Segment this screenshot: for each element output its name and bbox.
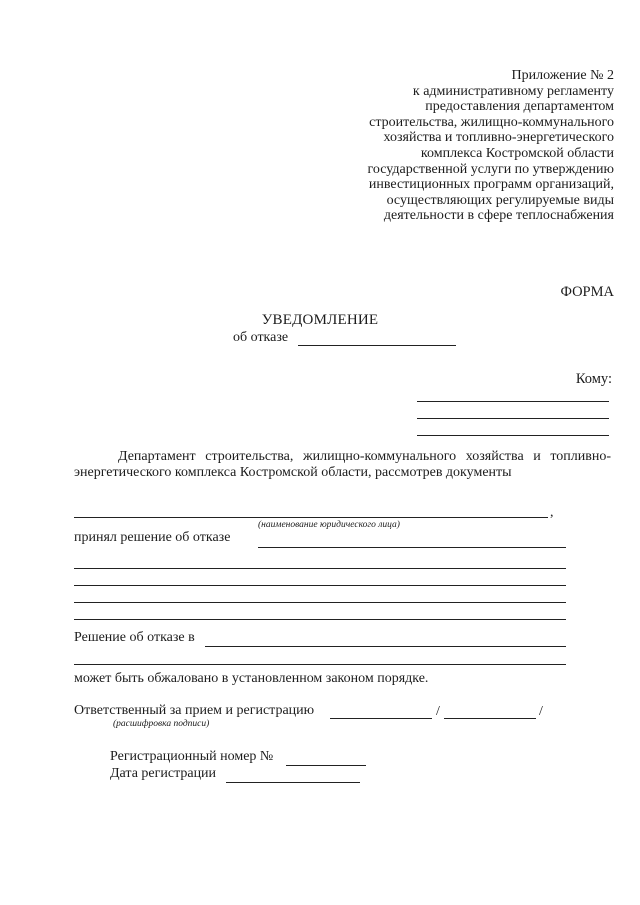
decision-field-line[interactable] xyxy=(74,585,566,586)
entity-name-field[interactable] xyxy=(74,517,548,518)
registration-number-field[interactable] xyxy=(286,765,366,766)
appendix-line: осуществляющих регулируемые виды xyxy=(386,192,614,208)
appendix-line: Приложение № 2 xyxy=(511,68,614,83)
responsible-label: Ответственный за прием и регистрацию xyxy=(74,703,315,718)
decision-label: принял решение об отказе xyxy=(74,530,231,545)
notice-title: УВЕДОМЛЕНИЕ xyxy=(261,312,379,328)
appeal-field[interactable] xyxy=(205,646,566,647)
appendix-line: деятельности в сфере теплоснабжения xyxy=(383,208,614,224)
decision-field-line[interactable] xyxy=(74,602,566,603)
appendix-line: хозяйства и топливно-энергетического xyxy=(383,130,614,146)
recipient-label: Кому: xyxy=(575,371,612,387)
appeal-label: Решение об отказе в xyxy=(74,630,195,645)
appendix-line: к административному регламенту xyxy=(412,83,614,99)
signature-field[interactable] xyxy=(330,718,432,719)
signature-decode-caption: (расшифровка подписи) xyxy=(113,719,210,729)
body-paragraph: Департамент строительства, жилищно-коммунального хозяйства и топливно-энергетического комплекса Костромской области, рассмотрев документы xyxy=(74,449,611,480)
recipient-field-3[interactable] xyxy=(417,435,609,436)
refusal-subject-field[interactable] xyxy=(298,345,456,346)
refusal-of-label: об отказе xyxy=(233,330,289,345)
slash-separator: / xyxy=(436,704,440,719)
recipient-field-2[interactable] xyxy=(417,418,609,419)
entity-comma: , xyxy=(550,505,554,520)
appendix-line: государственной услуги по утверждению xyxy=(367,161,614,177)
entity-caption: (наименование юридического лица) xyxy=(258,520,400,530)
recipient-field-1[interactable] xyxy=(417,401,609,402)
appendix-line: строительства, жилищно-коммунального xyxy=(369,114,614,130)
registration-date-field[interactable] xyxy=(226,782,360,783)
appeal-field-line[interactable] xyxy=(74,664,566,665)
appendix-header xyxy=(367,68,614,224)
appeal-text: может быть обжаловано в установленном законом порядке. xyxy=(74,671,429,686)
decision-field[interactable] xyxy=(258,547,566,548)
appendix-line: комплекса Костромской области xyxy=(420,145,614,161)
form-label: ФОРМА xyxy=(560,284,614,300)
appendix-line: предоставления департаментом xyxy=(425,99,614,115)
appendix-line: инвестиционных программ организаций, xyxy=(368,177,614,193)
registration-number-label: Регистрационный номер № xyxy=(110,749,274,764)
decision-field-line[interactable] xyxy=(74,568,566,569)
signature-decode-field[interactable] xyxy=(444,718,536,719)
decision-field-line[interactable] xyxy=(74,619,566,620)
registration-date-label: Дата регистрации xyxy=(110,766,217,781)
slash-separator: / xyxy=(539,704,543,719)
